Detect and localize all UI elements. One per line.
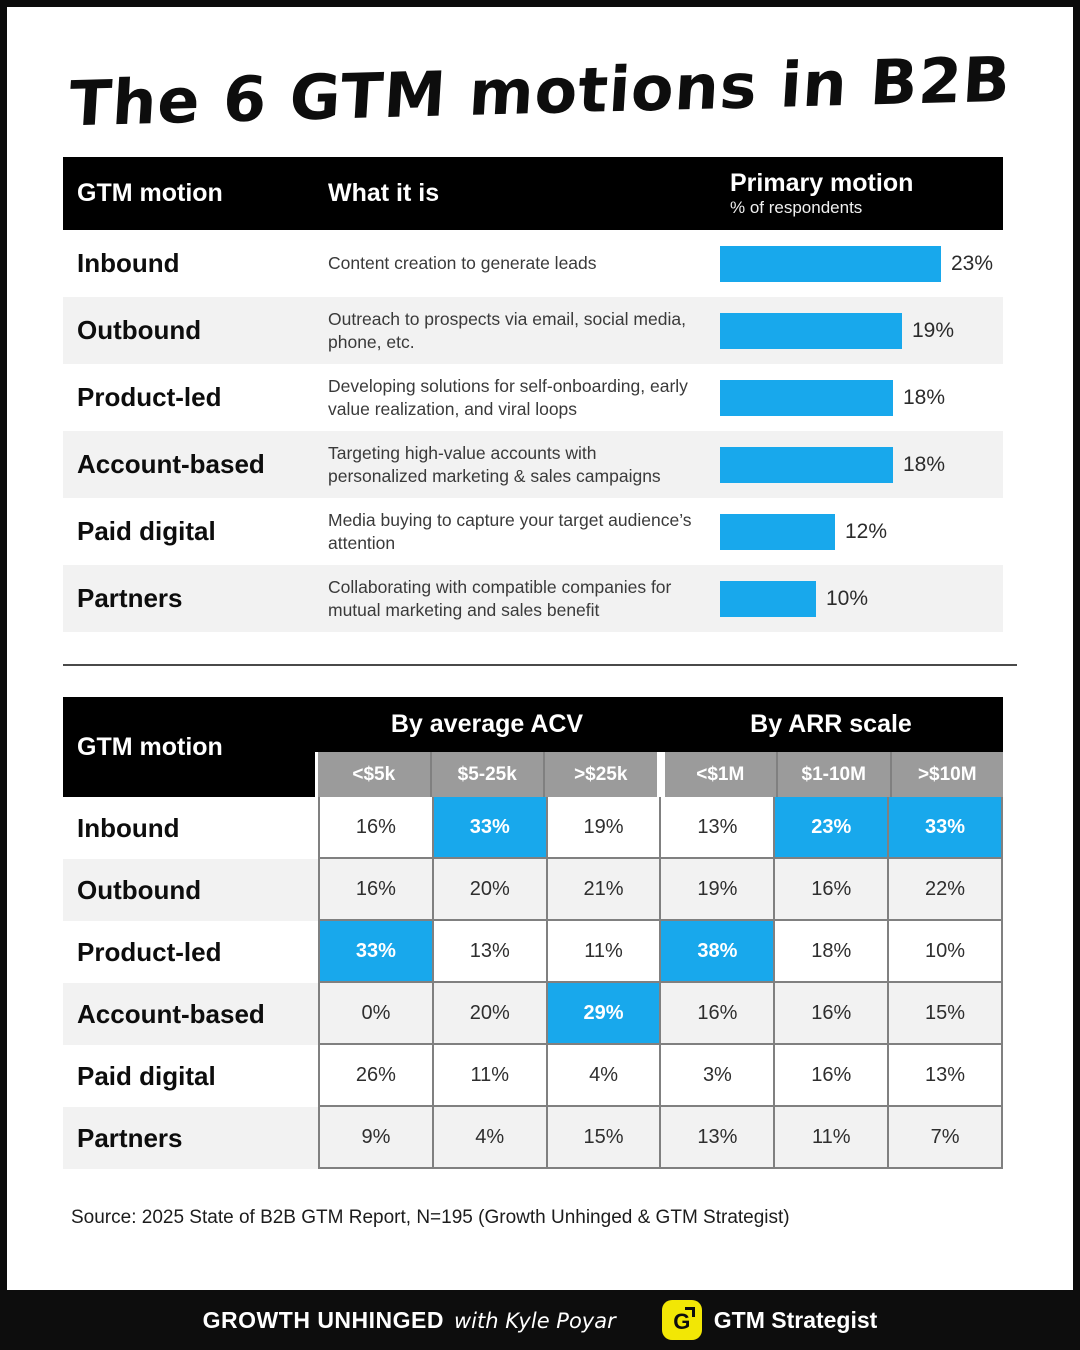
- motion-description: Collaborating with compatible companies for mutual marketing and sales benefit: [328, 577, 672, 620]
- matrix-cell: 13%: [659, 1107, 773, 1169]
- bar-value-label: 18%: [903, 385, 946, 409]
- matrix-cell: 20%: [432, 859, 546, 921]
- matrix-cell: 15%: [887, 983, 1003, 1045]
- group-header-acv: By average ACV: [390, 710, 584, 738]
- matrix-cell: 18%: [773, 921, 887, 983]
- bar-value-label: 12%: [845, 519, 888, 543]
- motion-description: Content creation to generate leads: [328, 253, 597, 274]
- acv-arr-matrix-table: [63, 697, 1003, 1169]
- table1-header-row: [63, 157, 1003, 230]
- table-row: [63, 983, 1003, 1045]
- primary-motion-subtitle: % of respondents: [730, 197, 863, 217]
- bar-value-label: 18%: [903, 452, 946, 476]
- matrix-cell: 4%: [432, 1107, 546, 1169]
- logo-letter: G: [673, 1309, 691, 1334]
- title-area: [7, 7, 1073, 157]
- table2-header: [63, 697, 1003, 797]
- growth-unhinged-brand: [203, 1307, 616, 1334]
- gtm-motions-table: [63, 157, 1003, 632]
- gtm-strategist-brand: [662, 1300, 878, 1340]
- bar-partners: [720, 581, 816, 617]
- matrix-cell: 19%: [659, 859, 773, 921]
- bar-value-label: 23%: [951, 251, 994, 275]
- matrix-cell: 19%: [546, 797, 660, 859]
- matrix-cell: 13%: [887, 1045, 1003, 1107]
- table-row: [63, 1107, 1003, 1169]
- matrix-cell: 29%: [546, 983, 660, 1045]
- matrix-cell: 10%: [887, 921, 1003, 983]
- matrix-cell: 11%: [773, 1107, 887, 1169]
- table-row: [63, 230, 1003, 297]
- matrix-cell: 26%: [318, 1045, 432, 1107]
- with-kyle-poyar-script: with Kyle Poyar: [454, 1308, 616, 1333]
- subheader-acv-lt5k: <$5k: [318, 752, 430, 797]
- subheader-arr-1-10m: $1-10M: [776, 752, 890, 797]
- table-row: [63, 921, 1003, 983]
- table-row: [63, 498, 1003, 565]
- matrix-cell: 11%: [432, 1045, 546, 1107]
- gtm-strategist-logo-icon: [662, 1300, 702, 1340]
- table1-header-motion: GTM motion: [77, 179, 223, 207]
- table-row: [63, 364, 1003, 431]
- source-attribution: Source: 2025 State of B2B GTM Report, N=195 (Growth Unhinged & GTM Strategist): [71, 1207, 790, 1228]
- table2-group-headers: [315, 697, 1003, 752]
- motion-name: Account-based: [77, 449, 265, 479]
- subheader-acv-5-25k: $5-25k: [430, 752, 544, 797]
- matrix-cell: 20%: [432, 983, 546, 1045]
- gtm-strategist-wordmark: GTM Strategist: [713, 1306, 878, 1333]
- motion-name: Paid digital: [77, 1060, 216, 1091]
- bar-value-label: 19%: [912, 318, 955, 342]
- matrix-cell: 15%: [546, 1107, 660, 1169]
- matrix-cell: 16%: [318, 797, 432, 859]
- matrix-cell: 9%: [318, 1107, 432, 1169]
- matrix-cell: 13%: [659, 797, 773, 859]
- section-divider: [63, 664, 1017, 666]
- bar-value-label: 10%: [826, 586, 869, 610]
- motion-description: Outreach to prospects via email, social media, phone, etc.: [328, 309, 686, 352]
- matrix-cell: 38%: [659, 921, 773, 983]
- group-header-arr: By ARR scale: [750, 710, 912, 738]
- growth-unhinged-wordmark: GROWTH UNHINGED: [202, 1306, 444, 1333]
- matrix-cell: 16%: [773, 983, 887, 1045]
- matrix-cell: 16%: [773, 859, 887, 921]
- motion-name: Partners: [77, 1122, 183, 1153]
- table2-header-motion: GTM motion: [63, 697, 315, 797]
- motion-name: Product-led: [77, 936, 222, 967]
- bar-paid-digital: [720, 514, 835, 550]
- infographic-page: [7, 7, 1073, 1290]
- matrix-cell: 33%: [318, 921, 432, 983]
- matrix-cell: 11%: [546, 921, 660, 983]
- bar-inbound: [720, 246, 941, 282]
- table1-header-what: What it is: [328, 179, 440, 207]
- matrix-cell: 23%: [773, 797, 887, 859]
- motion-name: Outbound: [77, 874, 202, 905]
- matrix-cell: 3%: [659, 1045, 773, 1107]
- motion-name: Account-based: [77, 998, 265, 1029]
- subheader-arr-gt10m: >$10M: [890, 752, 1004, 797]
- motion-name: Product-led: [77, 382, 222, 412]
- matrix-cell: 33%: [432, 797, 546, 859]
- motion-name: Inbound: [77, 248, 180, 278]
- bar-product-led: [720, 380, 893, 416]
- table-row: [63, 1045, 1003, 1107]
- subheader-arr-lt1m: <$1M: [665, 752, 777, 797]
- matrix-cell: 7%: [887, 1107, 1003, 1169]
- motion-name: Partners: [77, 583, 183, 613]
- motion-description: Developing solutions for self-onboarding, early value realization, and viral loops: [328, 376, 688, 419]
- matrix-cell: 16%: [659, 983, 773, 1045]
- table1-header-primary: [720, 169, 1003, 218]
- matrix-cell: 0%: [318, 983, 432, 1045]
- bar-outbound: [720, 313, 902, 349]
- table-row: [63, 797, 1003, 859]
- motion-name: Paid digital: [77, 516, 216, 546]
- matrix-cell: 16%: [318, 859, 432, 921]
- matrix-cell: 4%: [546, 1045, 660, 1107]
- page-title: The 6 GTM motions in B2B: [66, 42, 1014, 141]
- matrix-cell: 16%: [773, 1045, 887, 1107]
- motion-name: Outbound: [77, 315, 202, 345]
- motion-name: Inbound: [77, 812, 180, 843]
- matrix-cell: 13%: [432, 921, 546, 983]
- arrow-up-right-icon: [685, 1307, 695, 1317]
- primary-motion-label: Primary motion: [730, 169, 914, 198]
- motion-description: Targeting high-value accounts with personalized marketing & sales campaigns: [328, 443, 661, 486]
- matrix-cell: 33%: [887, 797, 1003, 859]
- motion-description: Media buying to capture your target audience’s attention: [328, 510, 692, 553]
- matrix-cell: 22%: [887, 859, 1003, 921]
- bar-account-based: [720, 447, 893, 483]
- footer-bar: [0, 1290, 1080, 1350]
- subheader-acv-gt25k: >$25k: [543, 752, 657, 797]
- table-row: [63, 297, 1003, 364]
- table-row: [63, 859, 1003, 921]
- table-row: [63, 565, 1003, 632]
- matrix-cell: 21%: [546, 859, 660, 921]
- table-row: [63, 431, 1003, 498]
- table2-subheaders: [315, 752, 1003, 797]
